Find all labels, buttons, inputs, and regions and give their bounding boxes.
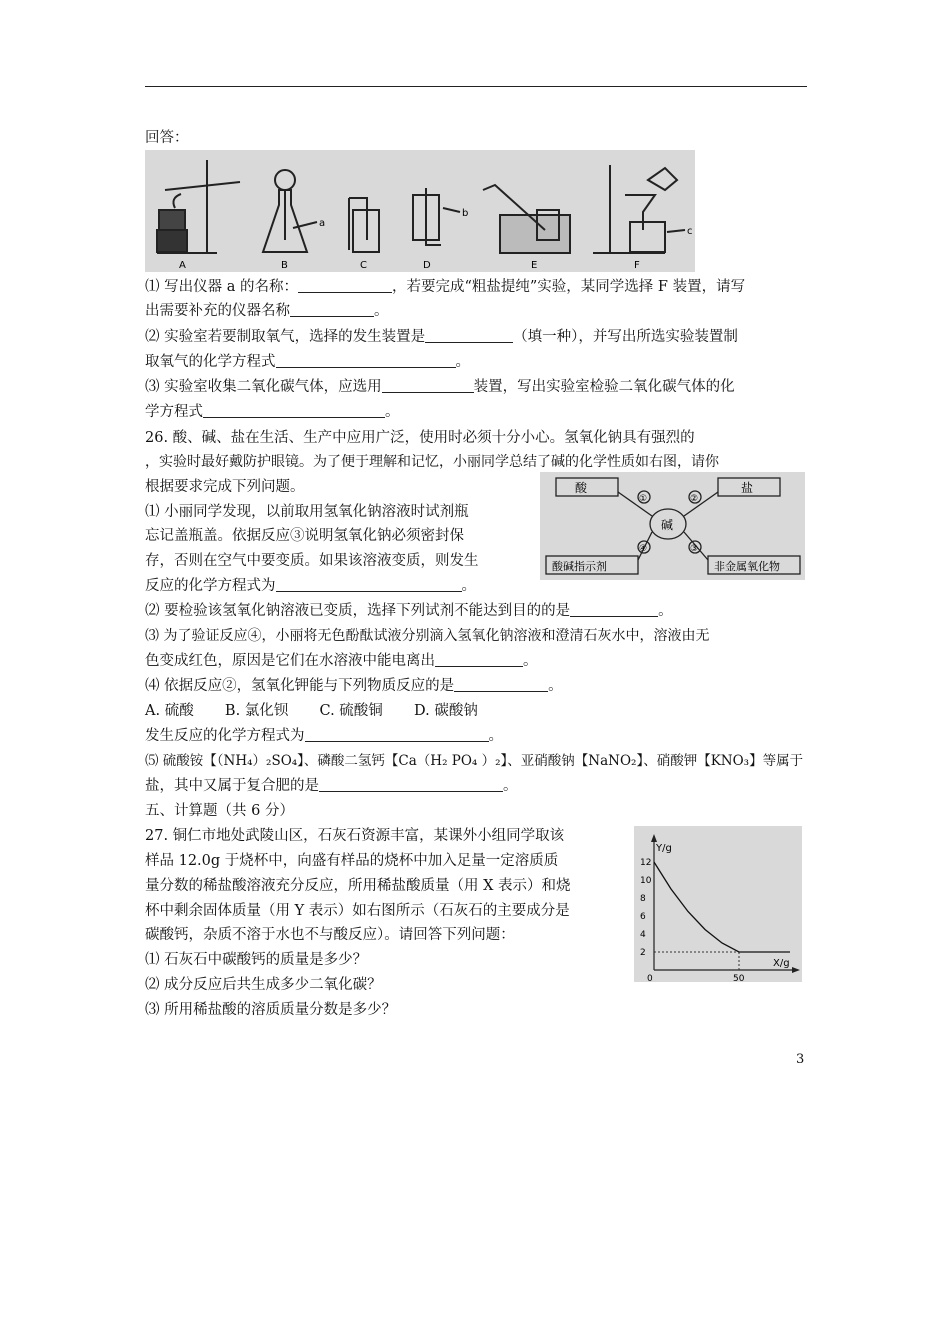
label-A: A <box>179 260 186 271</box>
answer-blank <box>290 302 374 317</box>
diagram-num-3: ③ <box>690 544 699 554</box>
label-C: C <box>360 260 367 271</box>
q26-line-1: 26. 酸、碱、盐在生活、生产中应用广泛，使用时必须十分小心。氢氧化钠具有强烈的 <box>145 430 695 446</box>
diagram-num-1: ① <box>639 494 648 504</box>
mark-c: c <box>687 226 693 237</box>
q27-line-1: 27. 铜仁市地处武陵山区，石灰石资源丰富，某课外小组同学取该 <box>145 828 565 844</box>
option-d: D. 碳酸钠 <box>414 703 478 719</box>
label-E: E <box>531 260 538 271</box>
answer-blank <box>305 727 489 742</box>
option-b: B. 氯化钡 <box>224 703 289 719</box>
q26-options <box>145 701 478 722</box>
y-tick-label: 10 <box>640 876 652 886</box>
x-tick-label: 50 <box>733 974 745 982</box>
y-tick-label: 8 <box>640 894 646 904</box>
q25-line-6: 学方程式 。 <box>145 404 400 420</box>
x-axis-label: X/g <box>773 958 790 969</box>
q26-p3-line-1: ⑶ 为了验证反应④，小丽将无色酚酞试液分别滴入氢氧化钠溶液和澄清石灰水中，溶液由无 <box>145 628 710 644</box>
diagram-salt: 盐 <box>741 481 754 495</box>
page-number: 3 <box>796 1052 805 1067</box>
label-D: D <box>423 260 431 271</box>
option-c: C. 硫酸铜 <box>319 703 383 719</box>
y-tick-label: 2 <box>640 948 646 958</box>
q25-line-1: ⑴ 写出仪器 a 的名称： ，若要完成“粗盐提纯”实验，某同学选择 F 装置，请写 <box>145 279 746 295</box>
q26-p1-line-2: 忘记盖瓶盖。依据反应③说明氢氧化钠必须密封保 <box>145 528 464 544</box>
answer-blank <box>382 378 474 393</box>
mass-chart-svg <box>634 826 802 982</box>
diagram-nonmetal-oxide: 非金属氧化物 <box>714 560 780 573</box>
q26-p4-line-2: 发生反应的化学方程式为 。 <box>145 728 503 744</box>
y-axis-arrow <box>651 834 657 842</box>
q26-line-2: ，实验时最好戴防护眼镜。为了便于理解和记忆，小丽同学总结了碱的化学性质如右图，请你 <box>145 454 719 470</box>
answer-blank <box>425 328 513 343</box>
q27-sub-2: ⑵ 成分反应后共生成多少二氧化碳？ <box>145 977 382 993</box>
q26-p5-line-2: 盐，其中又属于复合肥的是 。 <box>145 778 518 794</box>
y-tick-label: 6 <box>640 912 646 922</box>
q25-line-3: ⑵ 实验室若要制取氧气，选择的发生装置是 （填一种），并写出所选实验装置制 <box>145 329 738 345</box>
label-B: B <box>281 260 288 271</box>
q25-line-5: ⑶ 实验室收集二氧化碳气体，应选用 装置，写出实验室检验二氧化碳气体的化 <box>145 379 735 395</box>
q26-p1-line-4: 反应的化学方程式为 。 <box>145 578 476 594</box>
diagram-center-base: 碱 <box>661 518 674 532</box>
label-F: F <box>634 260 640 271</box>
q26-p3-line-2: 色变成红色，原因是它们在水溶液中能电离出 。 <box>145 653 538 669</box>
q26-p4-line-1: ⑷ 依据反应②，氢氧化钾能与下列物质反应的是 。 <box>145 678 563 694</box>
answer-blank <box>319 777 503 792</box>
answer-label: 回答： <box>145 130 189 146</box>
q26-p5-line-1: ⑸ 硫酸铵【（NH₄）₂SO₄】、磷酸二氢钙【Ca（H₂ PO₄ ）₂】、亚硝酸钠【NaNO₂】、硝酸钾【KNO₃】等属于 <box>145 753 804 769</box>
q27-sub-1: ⑴ 石灰石中碳酸钙的质量是多少？ <box>145 952 368 968</box>
q25-line-4: 取氧气的化学方程式 。 <box>145 354 470 370</box>
q26-p2: ⑵ 要检验该氢氧化钠溶液已变质，选择下列试剂不能达到目的的是 。 <box>145 603 673 619</box>
mark-a: a <box>319 218 326 229</box>
answer-blank <box>276 577 462 592</box>
y-axis-label: Y/g <box>656 843 672 854</box>
answer-blank <box>203 403 385 418</box>
origin-label: 0 <box>647 974 653 982</box>
section-title: 五、计算题（共 6 分） <box>145 803 294 819</box>
q27-sub-3: ⑶ 所用稀盐酸的溶质质量分数是多少？ <box>145 1002 397 1018</box>
option-a: A. 硫酸 <box>145 703 194 719</box>
base-diagram-drawing <box>540 472 805 580</box>
answer-blank <box>454 677 548 692</box>
diagram-indicator: 酸碱指示剂 <box>552 560 607 573</box>
apparatus-figure <box>145 150 695 272</box>
header-rule <box>145 86 807 87</box>
series-line <box>654 862 790 952</box>
q27-line-5: 碳酸钙，杂质不溶于水也不与酸反应）。请回答下列问题： <box>145 927 515 943</box>
apparatus-drawing <box>145 150 695 272</box>
base-properties-diagram <box>540 472 805 580</box>
y-tick-label: 12 <box>640 858 652 868</box>
q27-line-3: 量分数的稀盐酸溶液充分反应，所用稀盐酸质量（用 X 表示）和烧 <box>145 878 571 894</box>
q26-p1-line-3: 存，否则在空气中要变质。如果该溶液变质，则发生 <box>145 553 479 569</box>
y-tick-label: 4 <box>640 930 646 940</box>
q27-line-4: 杯中剩余固体质量（用 Y 表示）如右图所示（石灰石的主要成分是 <box>145 903 570 919</box>
q26-p1-line-1: ⑴ 小丽同学发现，以前取用氢氧化钠溶液时试剂瓶 <box>145 504 469 520</box>
answer-blank <box>570 602 658 617</box>
diagram-num-4: ④ <box>639 544 648 554</box>
q25-line-2: 出需要补充的仪器名称 。 <box>145 303 389 319</box>
mass-chart <box>634 826 802 982</box>
q26-line-3: 根据要求完成下列问题。 <box>145 479 305 495</box>
x-axis-arrow <box>792 967 800 973</box>
answer-blank <box>298 278 392 293</box>
answer-blank <box>435 652 523 667</box>
answer-blank <box>276 353 456 368</box>
q27-line-2: 样品 12.0g 于烧杯中，向盛有样品的烧杯中加入足量一定溶质质 <box>145 853 559 869</box>
diagram-acid: 酸 <box>575 481 588 495</box>
mark-b: b <box>462 208 469 219</box>
diagram-num-2: ② <box>690 494 699 504</box>
